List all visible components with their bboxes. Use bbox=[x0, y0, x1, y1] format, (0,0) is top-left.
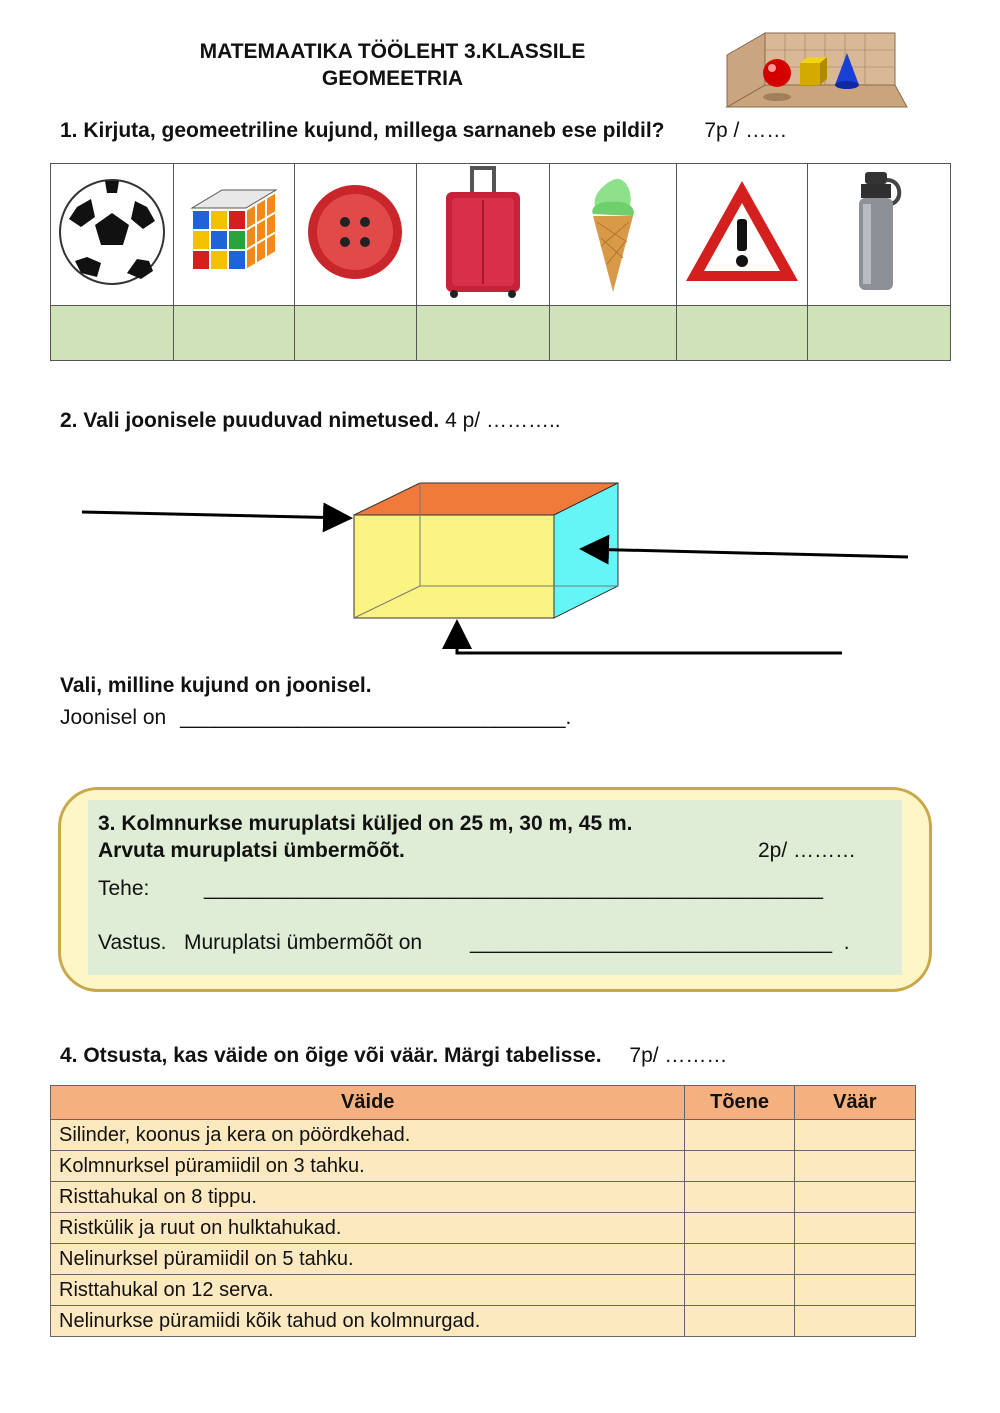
answer-cell[interactable] bbox=[51, 306, 174, 361]
answer-cell[interactable] bbox=[173, 306, 294, 361]
task1-points: 7p / …… bbox=[704, 119, 788, 142]
picture-cell bbox=[550, 164, 676, 306]
answer-cell[interactable] bbox=[550, 306, 676, 361]
cuboid-diagram bbox=[70, 470, 920, 670]
tehe-blank[interactable]: _____________________________________________________ bbox=[204, 877, 823, 900]
task2-question bbox=[60, 409, 561, 433]
cube-icon bbox=[800, 63, 820, 85]
task3-line-2: Arvuta muruplatsi ümbermõõt. bbox=[98, 839, 405, 862]
statement-cell: Ristkülik ja ruut on hulktahukad. bbox=[51, 1213, 685, 1244]
arrow-face bbox=[582, 549, 908, 557]
task1-picture-table bbox=[50, 163, 951, 361]
task4-points: 7p/ ……… bbox=[629, 1044, 728, 1067]
statement-cell: Nelinurkse püramiidi kõik tahud on kolmnurgad. bbox=[51, 1306, 685, 1337]
rubiks-cube-icon bbox=[184, 184, 284, 280]
title-line-1: MATEMAATIKA TÖÖLEHT 3.KLASSILE bbox=[199, 40, 586, 63]
warning-sign-icon bbox=[682, 177, 802, 287]
button-icon bbox=[305, 182, 405, 282]
sphere-icon bbox=[763, 59, 791, 87]
water-bottle-icon bbox=[849, 170, 909, 294]
false-cell[interactable] bbox=[794, 1244, 915, 1275]
true-cell[interactable] bbox=[685, 1306, 794, 1337]
shapes-illustration bbox=[725, 25, 910, 110]
answer-blank[interactable]: _________________________________. bbox=[180, 706, 572, 729]
table-row bbox=[51, 1151, 916, 1182]
answer-cell[interactable] bbox=[676, 306, 807, 361]
table-row bbox=[51, 1213, 916, 1244]
true-cell[interactable] bbox=[685, 1120, 794, 1151]
task3-points: 2p/ ……… bbox=[758, 839, 857, 862]
suitcase-icon bbox=[438, 164, 528, 300]
true-cell[interactable] bbox=[685, 1244, 794, 1275]
table-row bbox=[51, 1306, 916, 1337]
picture-cell bbox=[51, 164, 174, 306]
task2-answer-line bbox=[60, 706, 571, 730]
task3-line-1: 3. Kolmnurkse muruplatsi küljed on 25 m, 30 m, 45 m. bbox=[98, 812, 633, 835]
true-cell[interactable] bbox=[685, 1182, 794, 1213]
false-cell[interactable] bbox=[794, 1213, 915, 1244]
answer-prefix: Joonisel on bbox=[60, 706, 167, 729]
table-row bbox=[51, 1275, 916, 1306]
ice-cream-icon bbox=[583, 170, 643, 294]
tehe-label: Tehe: bbox=[98, 877, 150, 900]
answer-cell[interactable] bbox=[416, 306, 550, 361]
task2-points: 4 p/ ……….. bbox=[445, 409, 561, 432]
true-cell[interactable] bbox=[685, 1213, 794, 1244]
false-cell[interactable] bbox=[794, 1306, 915, 1337]
vastus-blank[interactable]: _______________________________ . bbox=[470, 931, 850, 954]
title-line-2: GEOMEETRIA bbox=[321, 67, 464, 90]
arrow-vertex bbox=[82, 512, 350, 518]
cuboid-front-face bbox=[354, 515, 554, 618]
true-cell[interactable] bbox=[685, 1275, 794, 1306]
statement-cell: Kolmnurksel püramiidil on 3 tahku. bbox=[51, 1151, 685, 1182]
table-row bbox=[51, 1120, 916, 1151]
task4-question bbox=[60, 1044, 727, 1068]
header-statement: Väide bbox=[51, 1086, 685, 1120]
true-cell[interactable] bbox=[685, 1151, 794, 1182]
task4-question-text: 4. Otsusta, kas väide on õige või väär. Märgi tabelisse. bbox=[60, 1044, 602, 1067]
false-cell[interactable] bbox=[794, 1120, 915, 1151]
task1-question-text: 1. Kirjuta, geomeetriline kujund, millega sarnaneb ese pildil? bbox=[60, 119, 665, 142]
arrow-edge bbox=[457, 622, 842, 653]
task1-question bbox=[60, 119, 787, 143]
table-row bbox=[51, 1244, 916, 1275]
picture-cell bbox=[294, 164, 416, 306]
true-false-table bbox=[50, 1085, 916, 1337]
false-cell[interactable] bbox=[794, 1151, 915, 1182]
task2-subquestion: Vali, milline kujund on joonisel. bbox=[60, 674, 372, 697]
header-false: Väär bbox=[794, 1086, 915, 1120]
statement-cell: Nelinurksel püramiidil on 5 tahku. bbox=[51, 1244, 685, 1275]
picture-cell bbox=[173, 164, 294, 306]
false-cell[interactable] bbox=[794, 1182, 915, 1213]
false-cell[interactable] bbox=[794, 1275, 915, 1306]
vastus-label: Vastus. Muruplatsi ümbermõõt on bbox=[98, 931, 423, 954]
statement-cell: Risttahukal on 12 serva. bbox=[51, 1275, 685, 1306]
statement-cell: Risttahukal on 8 tippu. bbox=[51, 1182, 685, 1213]
soccer-ball-icon bbox=[57, 177, 167, 287]
picture-cell bbox=[807, 164, 950, 306]
picture-cell bbox=[676, 164, 807, 306]
table-row bbox=[51, 1182, 916, 1213]
header-true: Tõene bbox=[685, 1086, 794, 1120]
task2-question-text: 2. Vali joonisele puuduvad nimetused. bbox=[60, 409, 440, 432]
page-title bbox=[0, 38, 785, 92]
picture-cell bbox=[416, 164, 550, 306]
statement-cell: Silinder, koonus ja kera on pöördkehad. bbox=[51, 1120, 685, 1151]
answer-cell[interactable] bbox=[807, 306, 950, 361]
answer-cell[interactable] bbox=[294, 306, 416, 361]
